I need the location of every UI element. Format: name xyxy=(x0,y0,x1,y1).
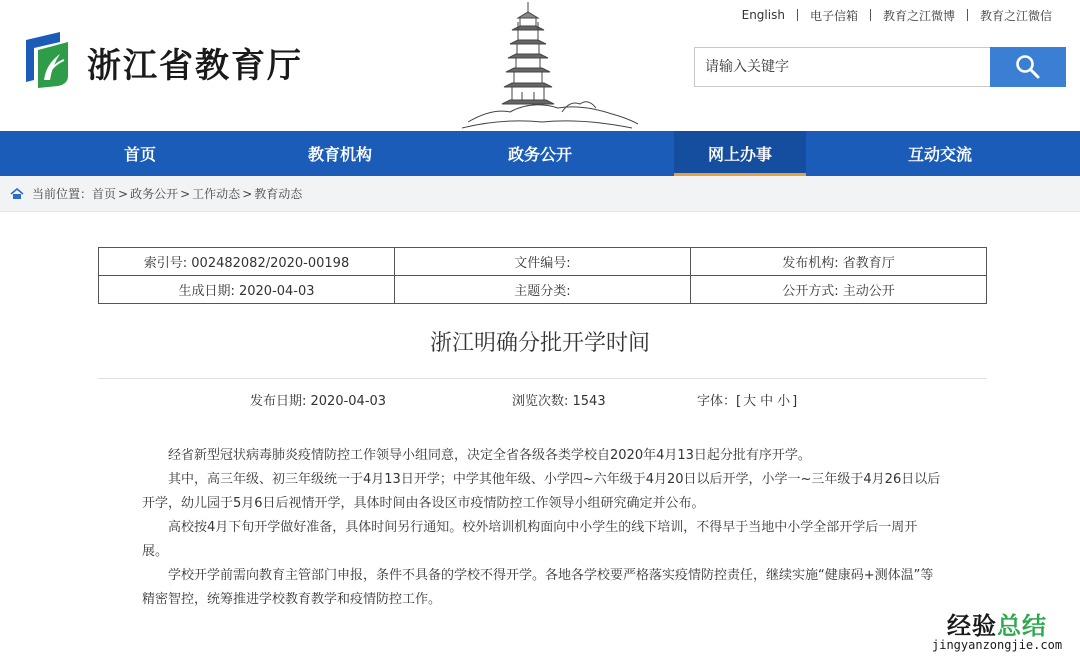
english-link[interactable]: English xyxy=(741,8,785,22)
document-info-table xyxy=(98,247,987,304)
open-mode-cell: 公开方式: 主动公开 xyxy=(691,276,987,304)
watermark-title-green: 总结 xyxy=(997,612,1047,640)
search-input[interactable] xyxy=(694,47,990,87)
article-body xyxy=(142,444,942,612)
breadcrumb-government-affairs[interactable]: 政务公开 xyxy=(130,187,179,201)
breadcrumb-home[interactable]: 首页 xyxy=(92,187,117,201)
created-date-cell: 生成日期: 2020-04-03 xyxy=(99,276,395,304)
nav-government-affairs[interactable]: 政务公开 xyxy=(507,145,572,164)
education-department-logo[interactable] xyxy=(20,30,72,88)
home-icon xyxy=(10,188,24,200)
publisher-cell: 发布机构: 省教育厅 xyxy=(691,248,987,276)
title-divider xyxy=(98,378,987,379)
article-paragraph: 学校开学前需向教育主管部门申报，条件不具备的学校不得开学。各地各学校要严格落实疫情防控责任，继续实施“健康码+测体温”等精密智控，统筹推进学校教育教学和疫情防控工作。 xyxy=(142,568,934,607)
article-paragraph: 其中，高三年级、初三年级统一于4月13日开学；中学其他年级、小学四~六年级于4月20日以后开学，小学一~三年级于4月26日以后开学，幼儿园于5月6日后视情开学，具体时间由各设区市疫情防控工作领导小组研究确定并公布。 xyxy=(142,472,941,511)
font-size-control xyxy=(697,390,797,409)
search-icon xyxy=(1015,54,1041,80)
nav-institutions[interactable]: 教育机构 xyxy=(307,145,372,164)
breadcrumb-separator: > xyxy=(242,186,253,201)
nav-online-services[interactable]: 网上办事 xyxy=(674,131,806,176)
table-row xyxy=(99,248,987,276)
watermark-title xyxy=(947,606,1047,641)
font-size-end: ] xyxy=(792,394,798,409)
breadcrumb-work-news[interactable]: 工作动态 xyxy=(192,187,241,201)
view-count: 浏览次数: 1543 xyxy=(512,394,606,409)
article-paragraph: 经省新型冠状病毒肺炎疫情防控工作领导小组同意，决定全省各级各类学校自2020年4月13日起分批有序开学。 xyxy=(168,448,811,463)
article-paragraph: 高校按4月下旬开学做好准备，具体时间另行通知。校外培训机构面向中小学生的线下培训，不得早于当地中小学全部开学后一周开展。 xyxy=(142,520,918,559)
watermark-title-black: 经验 xyxy=(947,612,997,640)
pagoda-illustration xyxy=(462,0,642,131)
site-header xyxy=(0,0,1080,131)
table-row xyxy=(99,276,987,304)
breadcrumb xyxy=(0,176,1080,212)
breadcrumb-prefix: 当前位置： xyxy=(32,187,93,201)
font-small-button[interactable]: 小 xyxy=(777,394,791,409)
watermark-url: jingyanzongjie.com xyxy=(932,638,1063,652)
nav-interaction[interactable]: 互动交流 xyxy=(907,145,972,164)
document-number-cell: 文件编号: xyxy=(395,248,691,276)
breadcrumb-separator: > xyxy=(180,186,191,201)
breadcrumb-education-news[interactable]: 教育动态 xyxy=(254,187,303,201)
site-name[interactable]: 浙江省教育厅 xyxy=(87,46,303,86)
weibo-link[interactable]: 教育之江微博 xyxy=(882,8,955,23)
breadcrumb-separator: > xyxy=(118,186,129,201)
index-number-cell: 索引号: 002482082/2020-00198 xyxy=(99,248,395,276)
article-title: 浙江明确分批开学时间 xyxy=(429,331,650,356)
main-nav xyxy=(0,131,1080,176)
search-bar xyxy=(694,47,1066,87)
publish-date: 发布日期: 2020-04-03 xyxy=(250,394,387,409)
category-cell: 主题分类: xyxy=(395,276,691,304)
wechat-link[interactable]: 教育之江微信 xyxy=(979,8,1052,23)
font-large-button[interactable]: 大 xyxy=(743,394,757,409)
font-size-label: 字体：[ xyxy=(697,394,742,409)
search-button[interactable] xyxy=(990,47,1066,87)
top-links xyxy=(730,6,1064,24)
font-medium-button[interactable]: 中 xyxy=(760,394,774,409)
email-link[interactable]: 电子信箱 xyxy=(809,8,858,23)
nav-home[interactable]: 首页 xyxy=(123,145,156,164)
